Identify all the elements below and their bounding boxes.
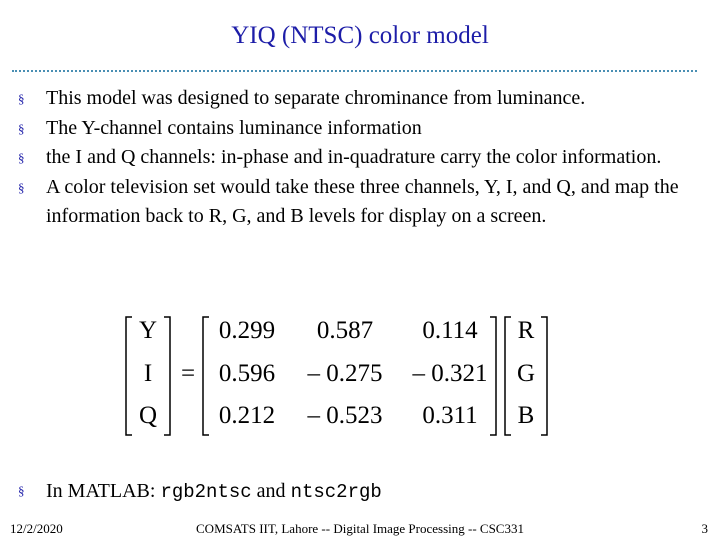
rhs-entry: G bbox=[516, 360, 536, 387]
title-divider bbox=[12, 70, 697, 72]
bullet-marker-icon: § bbox=[18, 150, 25, 165]
lhs-bracket-right bbox=[164, 317, 170, 435]
bullet-marker-icon: § bbox=[18, 179, 25, 195]
footer-page-number: 3 bbox=[701, 521, 708, 536]
lhs-entry: I bbox=[143, 360, 153, 387]
matrix-cell: 0.114 bbox=[422, 317, 478, 344]
matlab-bullet bbox=[18, 480, 382, 503]
matlab-function-ntsc2rgb: ntsc2rgb bbox=[290, 481, 382, 503]
matlab-conjunction: and bbox=[251, 480, 291, 502]
footer-date: 12/2/2020 bbox=[10, 521, 63, 536]
bullet-text: A color television set would take these three channels, Y, I, and Q, and map the information back to R, G, and B levels for display on a screen. bbox=[46, 175, 679, 227]
yiq-matrix-equation bbox=[120, 314, 560, 443]
bullet-item bbox=[18, 84, 708, 114]
bullet-item bbox=[18, 114, 708, 144]
matrix-cell: – 0.523 bbox=[307, 402, 383, 429]
footer-course: COMSATS IIT, Lahore -- Digital Image Processing -- CSC331 bbox=[196, 521, 524, 536]
bullet-text: The Y-channel contains luminance information bbox=[46, 116, 422, 139]
bullet-text: the I and Q channels: in-phase and in-quadrature carry the color information. bbox=[46, 146, 662, 168]
matrix-cell: 0.299 bbox=[218, 317, 276, 344]
slide-title: YIQ (NTSC) color model bbox=[231, 22, 489, 49]
bullet-marker-icon: § bbox=[18, 120, 25, 136]
bullet-marker-icon: § bbox=[18, 91, 25, 106]
bullet-item bbox=[18, 143, 708, 173]
bullet-item bbox=[18, 173, 708, 232]
lhs-entry: Q bbox=[138, 402, 158, 429]
matlab-function-rgb2ntsc: rgb2ntsc bbox=[160, 481, 252, 503]
lhs-bracket-left bbox=[126, 317, 132, 435]
matrix-cell: 0.311 bbox=[422, 402, 478, 429]
matrix-bracket-left bbox=[203, 317, 209, 435]
matrix-cell: 0.212 bbox=[218, 402, 276, 429]
bullet-list bbox=[18, 84, 708, 232]
equals-sign: = bbox=[180, 360, 196, 387]
matrix-cell: 0.596 bbox=[218, 360, 276, 387]
matrix-cell: 0.587 bbox=[316, 317, 374, 344]
matrix-bracket-right bbox=[490, 317, 496, 435]
bullet-marker-icon: § bbox=[18, 483, 25, 498]
matrix-cell: – 0.275 bbox=[307, 360, 383, 387]
bullet-text: This model was designed to separate chrominance from luminance. bbox=[46, 87, 586, 109]
lhs-entry: Y bbox=[138, 317, 158, 344]
rhs-bracket-right bbox=[541, 317, 547, 435]
rhs-bracket-left bbox=[505, 317, 511, 435]
matrix-cell: – 0.321 bbox=[412, 360, 488, 387]
matlab-prefix: In MATLAB: bbox=[46, 480, 161, 502]
rhs-entry: R bbox=[517, 317, 535, 344]
rhs-entry: B bbox=[517, 402, 535, 429]
